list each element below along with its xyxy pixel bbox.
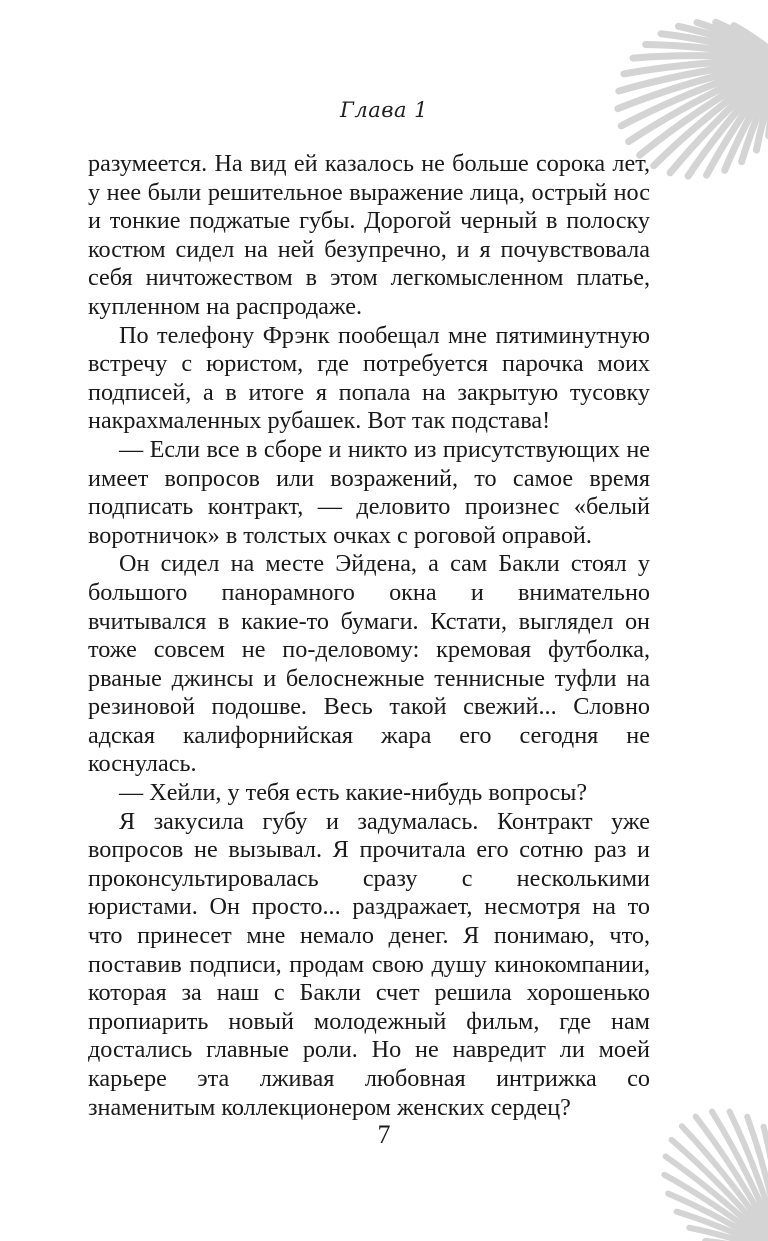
paragraph: Он сидел на месте Эйдена, а сам Бакли стоял у большого панорамного окна и внимательно вчитывался в какие-то бумаги. Кстати, выглядел он тоже совсем не по-деловому: кремовая футболка, рваные джинсы и белоснежные теннисные туфли на резиновой подошве. Весь такой свежий... Словно адская калифорнийская жара его сегодня не коснулась. bbox=[88, 550, 650, 778]
paragraph: разумеется. На вид ей казалось не больше сорока лет, у нее были решительное выражение лица, острый нос и тонкие поджатые губы. Дорогой черный в полоску костюм сидел на ней безупречно, и я почувствовала себя ничтожеством в этом легкомысленном платье, купленном на распродаже. bbox=[88, 150, 650, 320]
body-text bbox=[88, 150, 650, 1122]
chapter-title: Глава 1 bbox=[339, 98, 429, 122]
paragraph: — Хейли, у тебя есть какие-нибудь вопросы? bbox=[119, 779, 588, 807]
paragraph: Я закусила губу и задумалась. Контракт уже вопросов не вызывал. Я прочитала его сотню раз и проконсультировалась сразу с несколькими юристами. Он просто... раздражает, несмотря на то что принесет мне немало денег. Я понимаю, что, поставив подписи, продам свою душу кинокомпании, которая за наш с Бакли счет решила хорошенько пропиарить новый молодежный фильм, где нам достались главные роли. Но не навредит ли моей карьере эта лживая любовная интрижка со знаменитым коллекционером женских сердец? bbox=[88, 807, 650, 1121]
page-number: 7 bbox=[377, 1120, 391, 1149]
paragraph: По телефону Фрэнк пообещал мне пятиминутную встречу с юристом, где потребуется парочка моих подписей, а в итоге я попала на закрытую тусовку накрахмаленных рубашек. Вот так подстава! bbox=[88, 321, 650, 435]
paragraph: — Если все в сборе и никто из присутствующих не имеет вопросов или возражений, то самое время подписать контракт, — деловито произнес «белый воротничок» в толстых очках с роговой оправой. bbox=[88, 435, 650, 549]
